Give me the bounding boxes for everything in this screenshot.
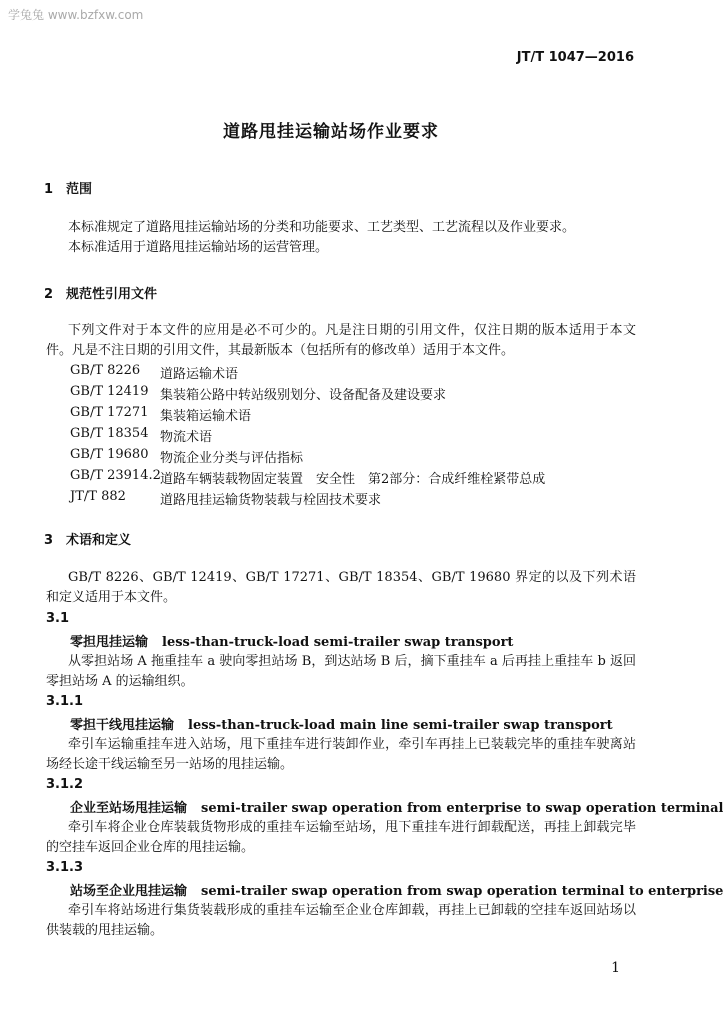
paragraph: 本标准适用于道路甩挂运输站场的运营管理。 [68, 240, 329, 255]
term-heading [70, 797, 723, 816]
term-definition: 牵引车将企业仓库装载货物形成的重挂车运输至站场，甩下重挂车进行卸载配送，再挂上卸载完毕的空挂车返回企业仓库的甩挂运输。 [46, 820, 636, 855]
reference-code: GB/T 18354 [70, 426, 149, 441]
reference-title: 集装箱运输术语 [160, 409, 252, 424]
page-number: 1 [611, 960, 620, 976]
section-title: 规范性引用文件 [66, 287, 158, 302]
term-zh: 零担甩挂运输 [70, 635, 149, 650]
section-number: 2 [44, 287, 54, 302]
term-number: 3.1 [46, 611, 70, 626]
term-zh: 站场至企业甩挂运输 [70, 884, 188, 899]
term-heading [70, 880, 723, 899]
reference-code: JT/T 882 [70, 489, 126, 504]
term-heading [70, 714, 613, 733]
term-number: 3.1.2 [46, 777, 84, 792]
reference-code: GB/T 19680 [70, 447, 149, 462]
document-number: JT/T 1047—2016 [516, 50, 634, 65]
reference-title: 道路甩挂运输货物装载与栓固技术要求 [160, 493, 382, 508]
term-number: 3.1.3 [46, 860, 84, 875]
section-number: 3 [44, 533, 54, 548]
term-zh: 企业至站场甩挂运输 [70, 801, 188, 816]
reference-title: 道路运输术语 [160, 367, 239, 382]
watermark: 学兔兔 www.bzfxw.com [8, 8, 144, 22]
term-en: less-than-truck-load semi-trailer swap transport [162, 635, 514, 650]
paragraph: GB/T 8226、GB/T 12419、GB/T 17271、GB/T 18354、GB/T 19680 界定的以及下列术语和定义适用于本文件。 [46, 570, 636, 605]
term-definition: 牵引车将站场进行集货装载形成的重挂车运输至企业仓库卸载，再挂上已卸载的空挂车返回站场以供装载的甩挂运输。 [46, 903, 636, 938]
term-en: semi-trailer swap operation from swap operation terminal to enterprise [201, 884, 723, 899]
reference-code: GB/T 17271 [70, 405, 149, 420]
term-zh: 零担干线甩挂运输 [70, 718, 175, 733]
section-3-heading [44, 529, 131, 548]
page-title: 道路甩挂运输站场作业要求 [223, 122, 439, 142]
term-en: semi-trailer swap operation from enterprise to swap operation terminal [201, 801, 723, 816]
reference-title: 道路车辆装载物固定装置 安全性 第2部分：合成纤维栓紧带总成 [160, 472, 546, 487]
section-1-heading [44, 178, 92, 197]
reference-code: GB/T 23914.2 [70, 468, 161, 483]
section-title: 术语和定义 [66, 533, 132, 548]
reference-code: GB/T 12419 [70, 384, 149, 399]
paragraph: 本标准规定了道路甩挂运输站场的分类和功能要求、工艺类型、工艺流程以及作业要求。 [68, 220, 576, 235]
section-2-heading [44, 283, 157, 302]
reference-title: 物流术语 [160, 430, 213, 445]
term-definition: 牵引车运输重挂车进入站场，甩下重挂车进行装卸作业，牵引车再挂上已装载完毕的重挂车驶离站场经长途干线运输至另一站场的甩挂运输。 [46, 737, 636, 772]
term-en: less-than-truck-load main line semi-trailer swap transport [188, 718, 613, 733]
paragraph: 下列文件对于本文件的应用是必不可少的。凡是注日期的引用文件，仅注日期的版本适用于本文件。凡是不注日期的引用文件，其最新版本（包括所有的修改单）适用于本文件。 [46, 323, 636, 358]
term-number: 3.1.1 [46, 694, 84, 709]
reference-code: GB/T 8226 [70, 363, 141, 378]
term-definition: 从零担站场 A 拖重挂车 a 驶向零担站场 B，到达站场 B 后，摘下重挂车 a 后再挂上重挂车 b 返回零担站场 A 的运输组织。 [46, 654, 636, 689]
section-number: 1 [44, 182, 54, 197]
reference-title: 物流企业分类与评估指标 [160, 451, 304, 466]
section-title: 范围 [66, 182, 93, 197]
term-heading [70, 631, 513, 650]
reference-title: 集装箱公路中转站级别划分、设备配备及建设要求 [160, 388, 447, 403]
